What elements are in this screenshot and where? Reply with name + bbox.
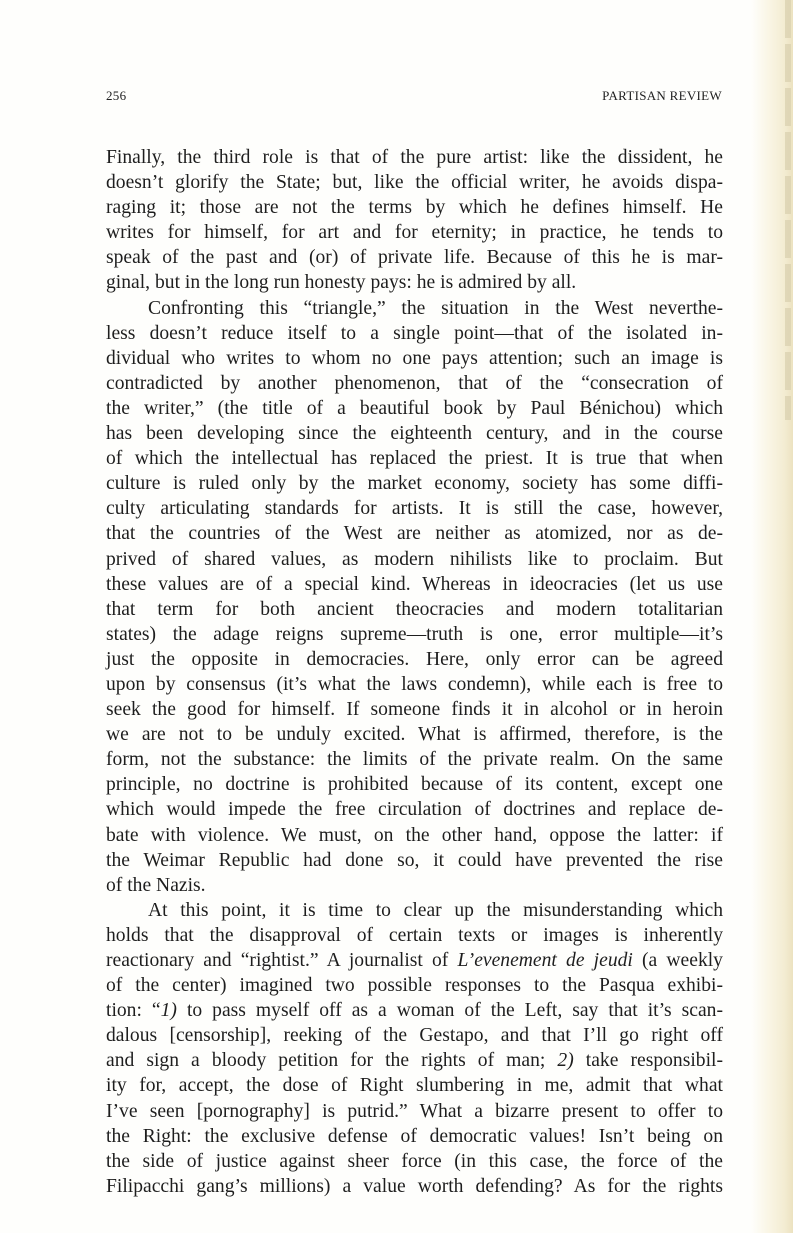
- list-marker-1: 1): [160, 1000, 177, 1022]
- journal-title: L’evenement de jeudi: [457, 950, 633, 971]
- text-run: and sign a bloody petition for the rights of man;: [106, 1050, 558, 1072]
- running-header: [106, 88, 722, 108]
- text-line: contradicted by another phenomenon, that of the “consecration of: [106, 372, 723, 394]
- text-run: take responsibil-: [573, 1050, 723, 1072]
- page-edge-shadow: [751, 0, 793, 1233]
- text-line: doesn’t glorify the State; but, like the official writer, he avoids dispa-: [106, 172, 723, 194]
- text-line: Confronting this “triangle,” the situation in the West neverthe-: [148, 297, 723, 319]
- text-run: to pass myself off as a woman of the Left, say that it’s scan-: [176, 1000, 723, 1022]
- text-line: the side of justice against sheer force (in this case, the force of the: [106, 1150, 723, 1172]
- text-line: which would impede the free circulation of doctrines and replace de-: [106, 799, 723, 821]
- text-run: reactionary and “rightist.” A journalist of: [106, 950, 458, 971]
- text-line: At this point, it is time to clear up the misunderstanding which: [148, 899, 723, 921]
- text-line: bate with violence. We must, on the other hand, oppose the latter: if: [106, 824, 723, 846]
- text-line: that term for both ancient theocracies and modern totalitarian: [106, 598, 723, 620]
- text-line: dalous [censorship], reeking of the Gestapo, and that I’ll go right off: [106, 1025, 723, 1047]
- text-run: (a weekly: [632, 950, 723, 971]
- text-line: the writer,” (the title of a beautiful book by Paul Bénichou) which: [106, 397, 723, 419]
- text-line: speak of the past and (or) of private life. Because of this he is mar-: [106, 247, 723, 269]
- page-number: 256: [106, 88, 127, 103]
- text-line: of the center) imagined two possible responses to the Pasqua exhibi-: [106, 975, 723, 997]
- text-line: the Right: the exclusive defense of democratic values! Isn’t being on: [106, 1125, 723, 1147]
- text-line: dividual who writes to whom no one pays attention; such an image is: [106, 347, 723, 369]
- text-line: states) the adage reigns supreme—truth is one, error multiple—it’s: [106, 623, 723, 645]
- text-line: raging it; those are not the terms by which he defines himself. He: [106, 197, 723, 219]
- text-line: ginal, but in the long run honesty pays: he is admired by all.: [106, 272, 577, 294]
- text-line: culture is ruled only by the market economy, society has some diffi-: [106, 473, 723, 495]
- text-line: Filipacchi gang’s millions) a value worth defending? As for the rights: [106, 1175, 723, 1197]
- text-line: form, not the substance: the limits of the private realm. On the same: [106, 749, 723, 771]
- text-line: seek the good for himself. If someone finds it in alcohol or in heroin: [106, 699, 723, 721]
- body-text: [106, 145, 723, 1199]
- text-line: of the Nazis.: [106, 874, 206, 896]
- text-line-with-italic: [106, 998, 723, 1023]
- text-line: prived of shared values, as modern nihilists like to proclaim. But: [106, 548, 723, 570]
- text-line: the Weimar Republic had done so, it could have prevented the rise: [106, 849, 723, 871]
- text-line: writes for himself, for art and for eternity; in practice, he tends to: [106, 222, 723, 244]
- text-line: has been developing since the eighteenth century, and in the course: [106, 423, 723, 445]
- text-line: of which the intellectual has replaced the priest. It is true that when: [106, 448, 723, 470]
- text-line-with-italic: [106, 1048, 723, 1073]
- text-line: we are not to be unduly excited. What is affirmed, therefore, is the: [106, 724, 723, 746]
- text-line: less doesn’t reduce itself to a single point—that of the isolated in-: [106, 322, 723, 344]
- text-line: ity for, accept, the dose of Right slumbering in me, admit that what: [106, 1075, 723, 1097]
- text-line: upon by consensus (it’s what the laws condemn), while each is free to: [106, 673, 723, 695]
- text-line: holds that the disapproval of certain texts or images is inherently: [106, 924, 723, 946]
- list-marker-2: 2): [557, 1050, 574, 1072]
- text-line: culty articulating standards for artists. It is still the case, however,: [106, 498, 723, 520]
- text-line: these values are of a special kind. Whereas in ideocracies (let us use: [106, 573, 723, 595]
- text-run: tion: “: [106, 1000, 161, 1022]
- running-title: PARTISAN REVIEW: [602, 88, 722, 103]
- text-line-with-italic: [106, 948, 723, 973]
- text-line: just the opposite in democracies. Here, only error can be agreed: [106, 648, 723, 670]
- binding-marks: [785, 0, 791, 420]
- text-line: principle, no doctrine is prohibited because of its content, except one: [106, 774, 723, 796]
- text-line: I’ve seen [pornography] is putrid.” What a bizarre present to offer to: [106, 1100, 723, 1122]
- text-line: that the countries of the West are neither as atomized, nor as de-: [106, 523, 723, 545]
- text-line: Finally, the third role is that of the pure artist: like the dissident, he: [106, 147, 723, 168]
